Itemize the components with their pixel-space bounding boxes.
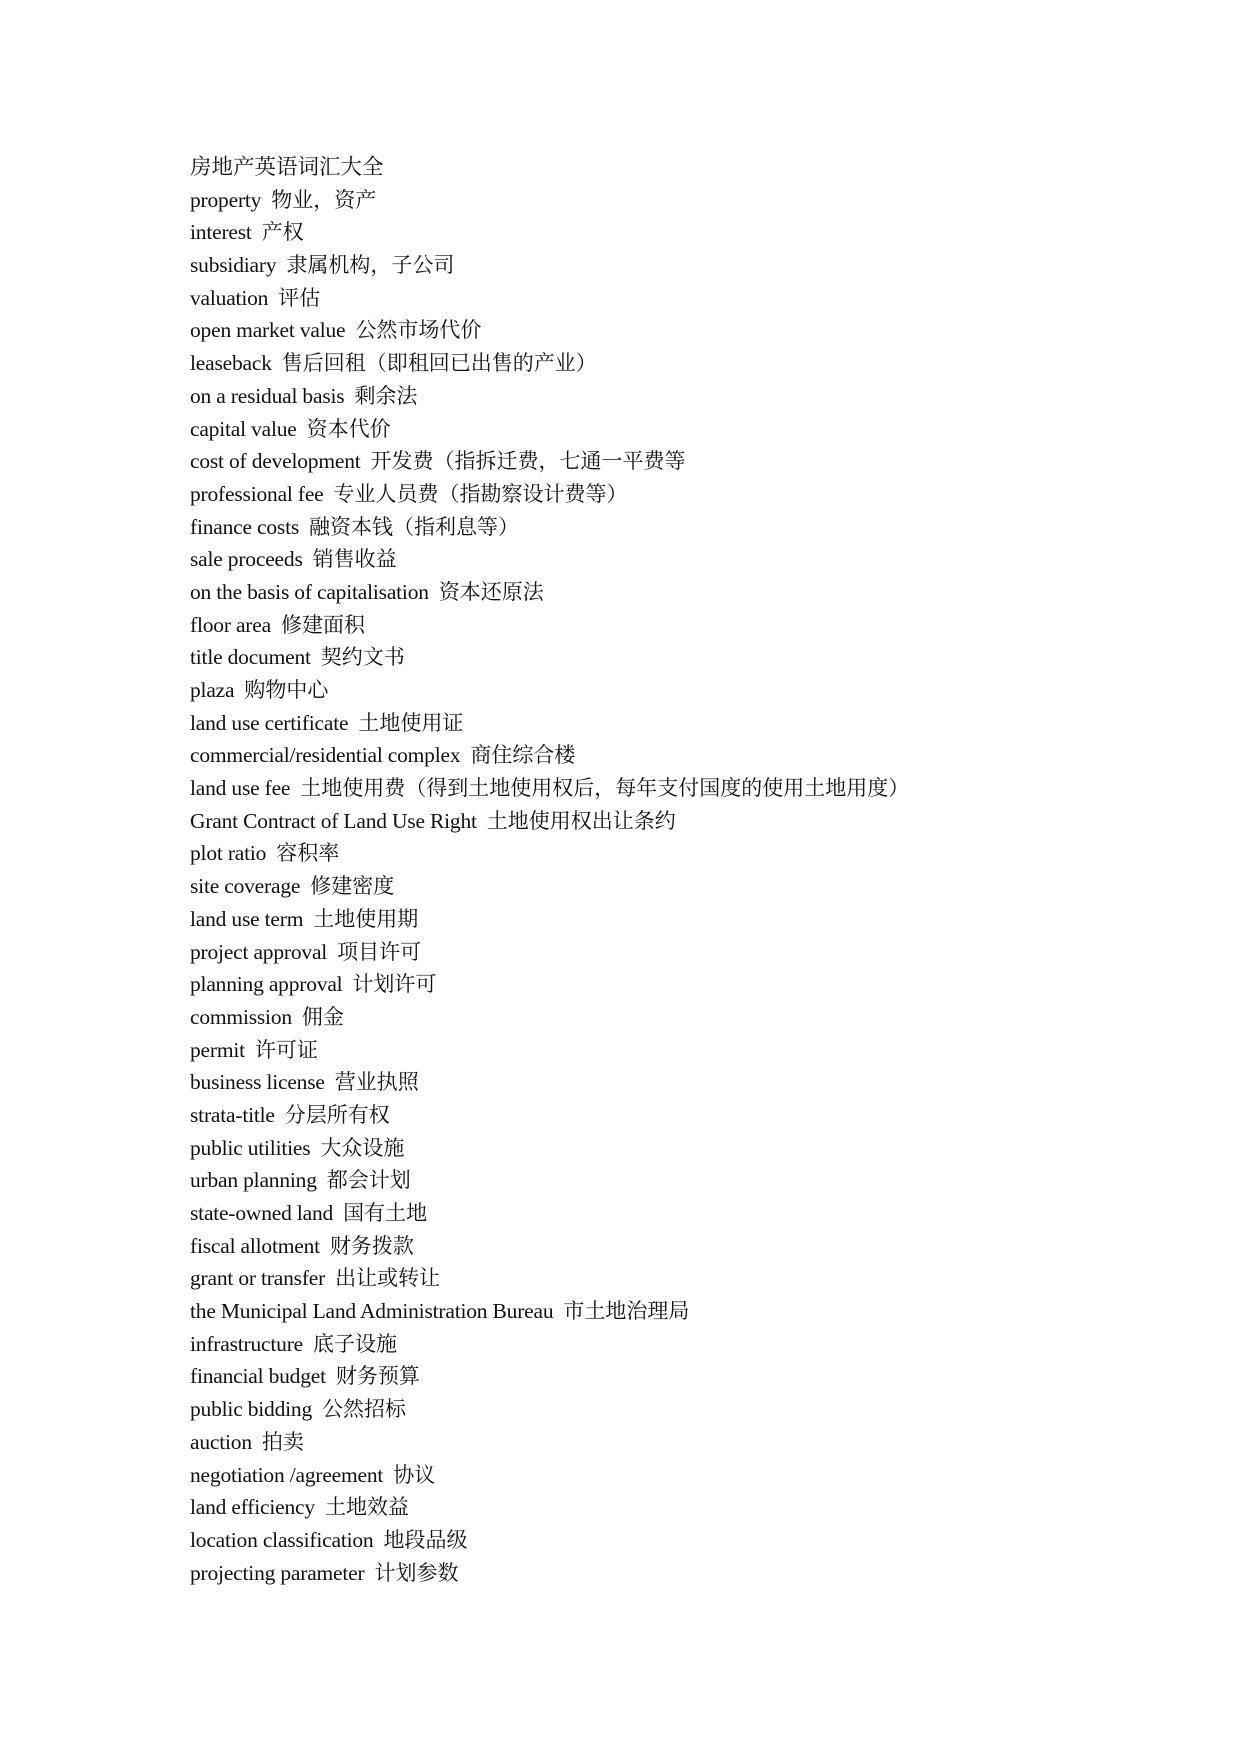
vocab-translation: 协议	[393, 1462, 436, 1487]
vocab-entry	[190, 1230, 1150, 1263]
vocab-term: open market value	[190, 318, 346, 343]
vocab-entry	[190, 641, 1150, 674]
vocab-translation: 分层所有权	[284, 1102, 390, 1127]
vocab-translation: 开发费（指拆迁费，七通一平费等	[370, 449, 686, 474]
vocab-translation: 佣金	[301, 1004, 344, 1029]
vocab-translation: 资本代价	[306, 416, 391, 441]
vocab-term: on the basis of capitalisation	[190, 579, 429, 604]
vocab-term: subsidiary	[190, 253, 277, 278]
vocab-entry	[190, 1459, 1150, 1492]
vocab-translation: 公然市场代价	[355, 318, 482, 343]
vocab-term: urban planning	[190, 1168, 317, 1193]
vocab-translation: 土地使用期	[313, 906, 419, 931]
vocab-translation: 售后回租（即租回已出售的产业）	[281, 351, 597, 376]
vocab-term: project approval	[190, 939, 328, 964]
vocab-entry	[190, 1164, 1150, 1197]
vocab-translation: 商住综合楼	[470, 743, 576, 768]
vocab-translation: 项目许可	[337, 939, 422, 964]
vocab-entry	[190, 1360, 1150, 1393]
vocab-term: business license	[190, 1070, 325, 1095]
vocab-translation: 修建面积	[280, 612, 365, 637]
vocab-term: plaza	[190, 678, 235, 702]
entries-container	[190, 184, 1150, 1590]
vocab-entry	[190, 249, 1150, 282]
vocab-entry	[190, 772, 1150, 805]
vocab-entry	[190, 478, 1150, 511]
vocab-translation: 容积率	[276, 841, 340, 866]
vocab-entry	[190, 1066, 1150, 1099]
vocab-term: valuation	[190, 285, 269, 310]
vocab-translation: 市土地治理局	[563, 1299, 690, 1324]
document-title: 房地产英语词汇大全	[190, 155, 384, 179]
vocab-term: grant or transfer	[190, 1266, 326, 1291]
vocab-entry	[190, 314, 1150, 347]
vocab-entry	[190, 1426, 1150, 1459]
vocab-term: location classification	[190, 1527, 374, 1552]
vocab-entry	[190, 1099, 1150, 1132]
vocab-entry	[190, 1132, 1150, 1165]
vocab-translation: 土地使用证	[358, 710, 464, 735]
vocab-term: interest	[190, 220, 252, 245]
vocab-translation: 契约文书	[320, 645, 405, 670]
vocab-entry	[190, 936, 1150, 969]
vocab-entry	[190, 674, 1150, 707]
vocab-term: commercial/residential complex	[190, 743, 461, 768]
vocab-term: fiscal allotment	[190, 1233, 320, 1258]
vocab-entry	[190, 870, 1150, 903]
vocab-translation: 购物中心	[244, 678, 329, 702]
vocab-translation: 地段品级	[383, 1527, 468, 1552]
vocab-entry	[190, 1262, 1150, 1295]
vocab-term: strata-title	[190, 1102, 275, 1127]
vocab-translation: 销售收益	[312, 547, 397, 572]
vocab-entry	[190, 1001, 1150, 1034]
vocab-entry	[190, 707, 1150, 740]
vocab-translation: 财务拨款	[329, 1233, 414, 1258]
vocab-term: capital value	[190, 416, 297, 441]
vocab-translation: 许可证	[254, 1037, 318, 1062]
vocab-entry	[190, 282, 1150, 315]
vocab-term: financial budget	[190, 1364, 326, 1389]
vocab-translation: 国有土地	[343, 1201, 428, 1225]
vocab-entry	[190, 968, 1150, 1001]
vocab-translation: 土地效益	[324, 1495, 409, 1520]
vocab-translation: 大众设施	[320, 1135, 405, 1160]
vocab-entry	[190, 903, 1150, 936]
vocab-term: sale proceeds	[190, 547, 303, 572]
vocabulary-list	[190, 151, 1150, 1589]
vocab-entry	[190, 1197, 1150, 1230]
vocab-term: land use certificate	[190, 710, 349, 735]
vocab-term: state-owned land	[190, 1201, 334, 1225]
vocab-entry	[190, 739, 1150, 772]
vocab-term: Grant Contract of Land Use Right	[190, 808, 477, 833]
vocab-term: floor area	[190, 612, 271, 637]
vocab-term: the Municipal Land Administration Bureau	[190, 1299, 554, 1324]
vocab-translation: 计划许可	[352, 972, 437, 997]
vocab-entry	[190, 609, 1150, 642]
vocab-translation: 土地使用费（得到土地使用权后，每年支付国度的使用土地用度）	[300, 776, 910, 801]
vocab-term: projecting parameter	[190, 1560, 365, 1585]
vocab-translation: 计划参数	[374, 1560, 459, 1585]
vocab-term: infrastructure	[190, 1331, 304, 1356]
vocab-translation: 剩余法	[354, 383, 418, 408]
vocab-term: permit	[190, 1037, 245, 1062]
vocab-translation: 出让或转让	[335, 1266, 441, 1291]
vocab-translation: 物业，资产	[271, 187, 377, 212]
vocab-term: land use term	[190, 906, 304, 931]
vocab-entry	[190, 1557, 1150, 1590]
vocab-entry	[190, 837, 1150, 870]
vocab-entry	[190, 184, 1150, 217]
vocab-term: plot ratio	[190, 841, 267, 866]
vocab-entry	[190, 216, 1150, 249]
vocab-entry	[190, 347, 1150, 380]
vocab-term: auction	[190, 1429, 252, 1454]
vocab-entry	[190, 511, 1150, 544]
vocab-entry	[190, 380, 1150, 413]
vocab-translation: 营业执照	[334, 1070, 419, 1095]
vocab-term: negotiation /agreement	[190, 1462, 384, 1487]
vocab-translation: 产权	[261, 220, 304, 245]
vocab-term: professional fee	[190, 481, 324, 506]
vocab-entry	[190, 445, 1150, 478]
vocab-term: planning approval	[190, 972, 343, 997]
vocab-translation: 底子设施	[313, 1331, 398, 1356]
vocab-translation: 拍卖	[261, 1429, 304, 1454]
vocab-entry	[190, 576, 1150, 609]
vocab-term: cost of development	[190, 449, 361, 474]
vocab-entry	[190, 1295, 1150, 1328]
vocab-term: leaseback	[190, 351, 272, 376]
vocab-translation: 土地使用权出让条约	[486, 808, 676, 833]
vocab-term: site coverage	[190, 874, 301, 899]
vocab-translation: 专业人员费（指勘察设计费等）	[333, 481, 628, 506]
vocab-translation: 评估	[278, 285, 321, 310]
vocab-entry	[190, 1524, 1150, 1557]
vocab-term: finance costs	[190, 514, 300, 539]
vocab-entry	[190, 1491, 1150, 1524]
vocab-term: land efficiency	[190, 1495, 315, 1520]
vocab-term: public utilities	[190, 1135, 311, 1160]
vocab-term: title document	[190, 645, 311, 670]
vocab-entry	[190, 413, 1150, 446]
vocab-translation: 都会计划	[326, 1168, 411, 1193]
vocab-term: on a residual basis	[190, 383, 345, 408]
vocab-entry	[190, 543, 1150, 576]
vocab-entry	[190, 1393, 1150, 1426]
vocab-translation: 修建密度	[310, 874, 395, 899]
vocab-entry	[190, 805, 1150, 838]
vocab-entry	[190, 1328, 1150, 1361]
vocab-term: public bidding	[190, 1397, 313, 1422]
vocab-translation: 财务预算	[335, 1364, 420, 1389]
vocab-term: commission	[190, 1004, 292, 1029]
vocab-translation: 融资本钱（指利息等）	[309, 514, 520, 539]
vocab-translation: 公然招标	[322, 1397, 407, 1422]
vocab-entry	[190, 1034, 1150, 1067]
vocab-translation: 资本还原法	[438, 579, 544, 604]
vocab-term: property	[190, 187, 262, 212]
vocab-term: land use fee	[190, 776, 291, 801]
vocab-translation: 隶属机构，子公司	[286, 253, 455, 278]
